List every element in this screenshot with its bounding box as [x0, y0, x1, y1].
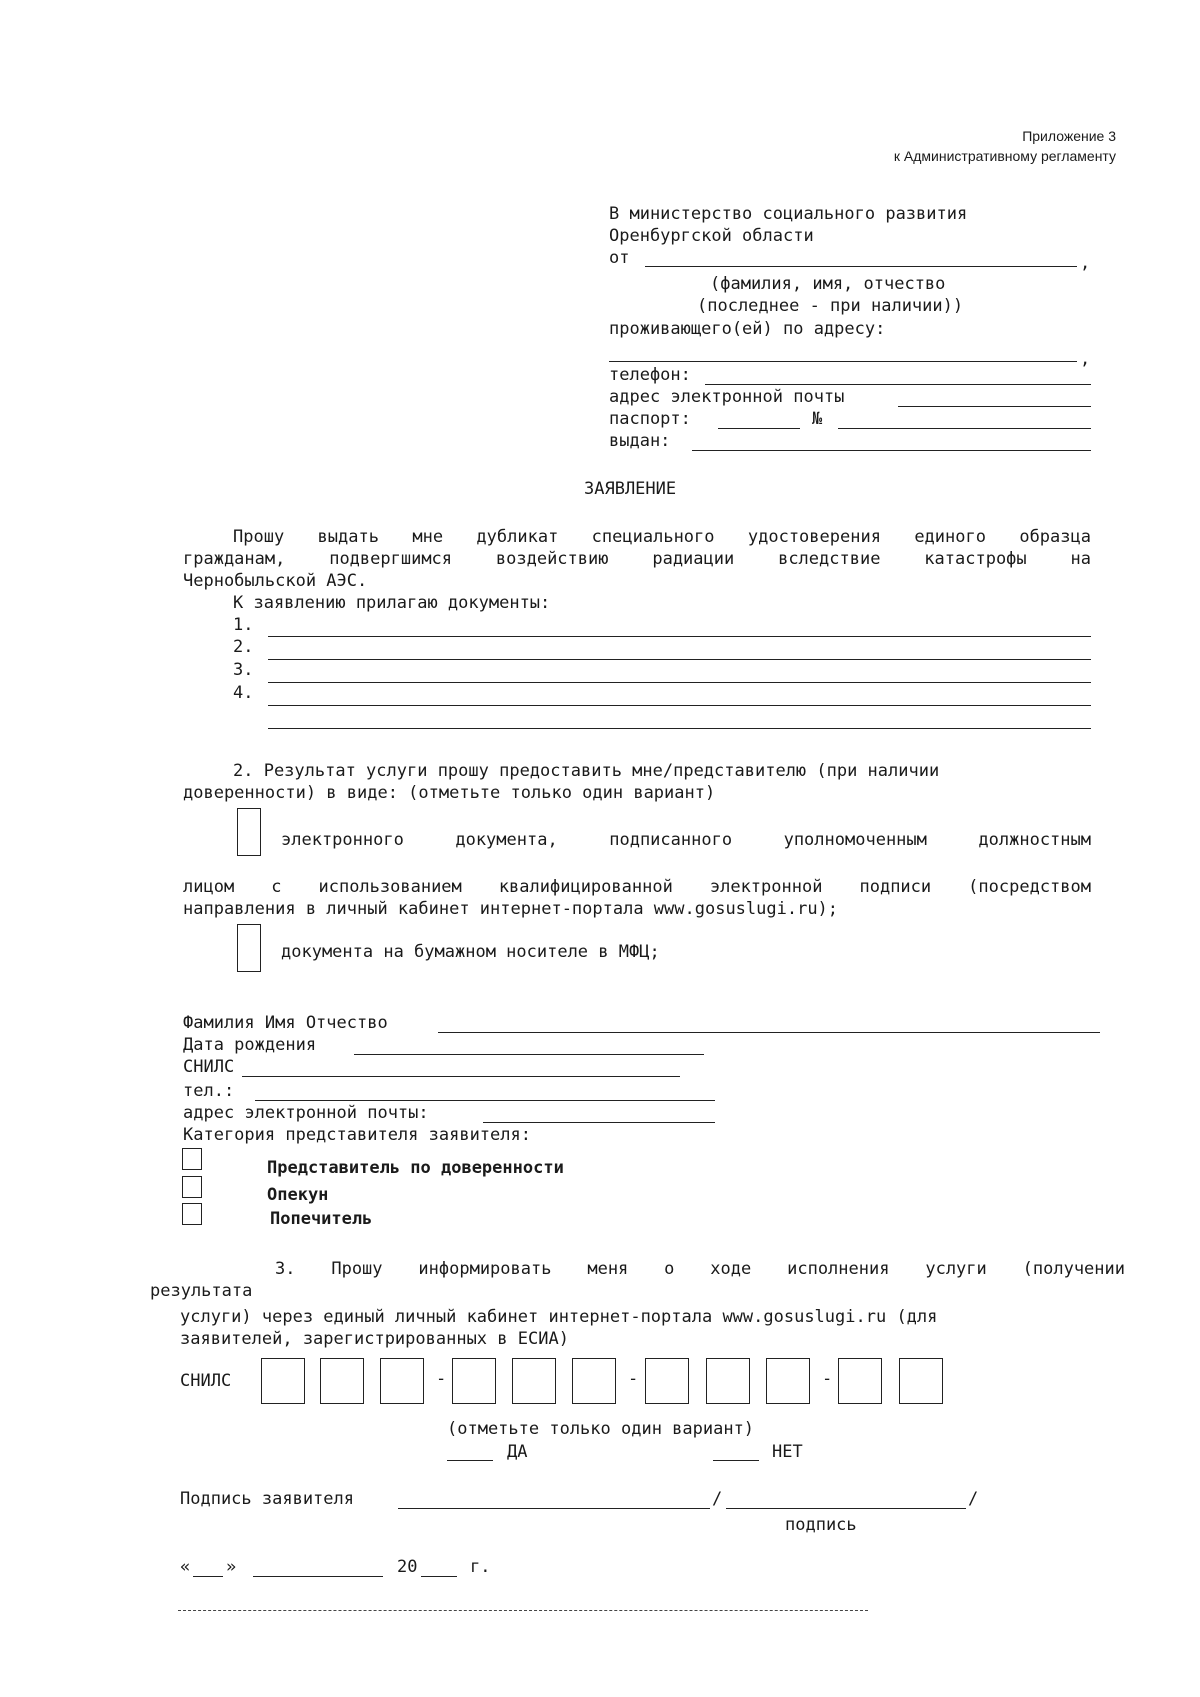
section3-line2: результата: [150, 1281, 253, 1301]
snils-digit-box[interactable]: [645, 1358, 689, 1404]
section2-line2: доверенности) в виде: (отметьте только один вариант): [183, 783, 716, 803]
category-proxy: Представитель по доверенности: [267, 1158, 564, 1178]
name-hint-2: (последнее - при наличии)): [697, 296, 964, 316]
comma: ,: [1080, 253, 1091, 273]
passport-number-field[interactable]: [838, 428, 1091, 429]
snils-separator: -: [628, 1369, 639, 1389]
from-name-field[interactable]: [645, 266, 1077, 267]
section3-line1: 3. Прошу информировать меня о ходе исполнения услуги (получении: [275, 1259, 1125, 1279]
appendix-number: Приложение 3: [1022, 128, 1116, 144]
paper-document-checkbox[interactable]: [237, 924, 261, 972]
category-guardian: Опекун: [267, 1185, 329, 1205]
rep-fio-field[interactable]: [438, 1032, 1100, 1033]
address-label: проживающего(ей) по адресу:: [609, 319, 886, 339]
snils-digit-box[interactable]: [452, 1358, 496, 1404]
attachment-number: 3.: [233, 660, 254, 680]
address-field[interactable]: [609, 361, 1077, 362]
section3-line3: услуги) через единый личный кабинет интернет-портала www.gosuslugi.ru (для: [180, 1307, 938, 1327]
signature-slash: /: [968, 1489, 979, 1509]
attachment-number: 2.: [233, 637, 254, 657]
choose-one-hint: (отметьте только один вариант): [447, 1419, 755, 1439]
signature-field[interactable]: [398, 1508, 710, 1509]
no-mark-field[interactable]: [713, 1460, 759, 1461]
comma: ,: [1080, 349, 1091, 369]
issued-label: выдан:: [609, 431, 671, 451]
issued-field[interactable]: [692, 450, 1091, 451]
snils-separator: -: [822, 1369, 833, 1389]
option-paper: документа на бумажном носителе в МФЦ;: [281, 942, 660, 962]
snils-digit-box[interactable]: [320, 1358, 364, 1404]
option-electronic-line2: лицом с использованием квалифицированной электронной подписи (посредством: [183, 877, 1091, 897]
section3-line4: заявителей, зарегистрированных в ЕСИА): [180, 1329, 569, 1349]
year-suffix: г.: [470, 1557, 491, 1577]
yes-option: ДА: [507, 1442, 528, 1462]
attachment-field-3[interactable]: [268, 682, 1091, 683]
snils-digit-box[interactable]: [706, 1358, 750, 1404]
rep-category-label: Категория представителя заявителя:: [183, 1125, 531, 1145]
snils-digit-box[interactable]: [572, 1358, 616, 1404]
from-label: от: [609, 248, 630, 268]
yes-mark-field[interactable]: [447, 1460, 493, 1461]
rep-dob-label: Дата рождения: [183, 1035, 317, 1055]
rep-tel-label: тел.:: [183, 1081, 235, 1101]
category-proxy-checkbox[interactable]: [182, 1148, 202, 1170]
request-text-line3: Чернобыльской АЭС.: [183, 571, 368, 591]
request-text-line1: Прошу выдать мне дубликат специального удостоверения единого образца: [233, 527, 1091, 547]
document-title: ЗАЯВЛЕНИЕ: [584, 479, 677, 499]
signature-hint: подпись: [785, 1515, 857, 1535]
attachment-field-1[interactable]: [268, 636, 1091, 637]
rep-snils-field[interactable]: [242, 1076, 680, 1077]
date-year-field[interactable]: [421, 1576, 457, 1577]
rep-snils-label: СНИЛС: [183, 1057, 235, 1077]
section2-line1: 2. Результат услуги прошу предоставить мне/представителю (при наличии: [233, 761, 940, 781]
bottom-separator: [178, 1610, 868, 1611]
addressee-line2: Оренбургской области: [609, 226, 814, 246]
attachment-field-5[interactable]: [268, 728, 1091, 729]
rep-email-field[interactable]: [483, 1122, 715, 1123]
rep-dob-field[interactable]: [354, 1054, 704, 1055]
rep-tel-field[interactable]: [255, 1100, 715, 1101]
signature-name-field[interactable]: [726, 1508, 966, 1509]
snils-digit-box[interactable]: [838, 1358, 882, 1404]
appendix-regulation: к Административному регламенту: [893, 148, 1116, 164]
attachment-field-4[interactable]: [268, 705, 1091, 706]
category-trustee-checkbox[interactable]: [182, 1203, 202, 1225]
attachment-field-2[interactable]: [268, 659, 1091, 660]
addressee-line1: В министерство социального развития: [609, 204, 968, 224]
attachment-number: 4.: [233, 683, 254, 703]
snils-digit-box[interactable]: [512, 1358, 556, 1404]
snils-digit-box[interactable]: [899, 1358, 943, 1404]
snils-digit-box[interactable]: [261, 1358, 305, 1404]
snils-grid-label: СНИЛС: [180, 1371, 232, 1391]
snils-digit-box[interactable]: [766, 1358, 810, 1404]
request-text-line2: гражданам, подвергшимся воздействию радиации вследствие катастрофы на: [183, 549, 1091, 569]
snils-separator: -: [436, 1369, 447, 1389]
date-close-quote: »: [226, 1557, 237, 1577]
date-month-field[interactable]: [253, 1576, 383, 1577]
no-option: НЕТ: [772, 1442, 803, 1462]
name-hint-1: (фамилия, имя, отчество: [710, 274, 946, 294]
rep-email-label: адрес электронной почты:: [183, 1103, 429, 1123]
number-sign: №: [812, 409, 823, 429]
passport-series-field[interactable]: [718, 428, 800, 429]
rep-fio-label: Фамилия Имя Отчество: [183, 1013, 388, 1033]
passport-label: паспорт:: [609, 409, 691, 429]
electronic-document-checkbox[interactable]: [237, 808, 261, 856]
email-field[interactable]: [898, 406, 1091, 407]
year-prefix: 20: [397, 1557, 418, 1577]
category-trustee: Попечитель: [270, 1209, 373, 1229]
snils-digit-box[interactable]: [380, 1358, 424, 1404]
signature-slash: /: [712, 1489, 723, 1509]
phone-label: телефон:: [609, 365, 691, 385]
phone-field[interactable]: [705, 384, 1091, 385]
attachment-number: 1.: [233, 615, 254, 635]
category-guardian-checkbox[interactable]: [182, 1176, 202, 1198]
option-electronic-line3: направления в личный кабинет интернет-портала www.gosuslugi.ru);: [183, 899, 839, 919]
attachments-label: К заявлению прилагаю документы:: [233, 593, 551, 613]
date-open-quote: «: [180, 1557, 191, 1577]
signature-label: Подпись заявителя: [180, 1489, 354, 1509]
email-label: адрес электронной почты: [609, 387, 845, 407]
option-electronic-line1: электронного документа, подписанного уполномоченным должностным: [281, 830, 1091, 850]
date-day-field[interactable]: [193, 1576, 223, 1577]
